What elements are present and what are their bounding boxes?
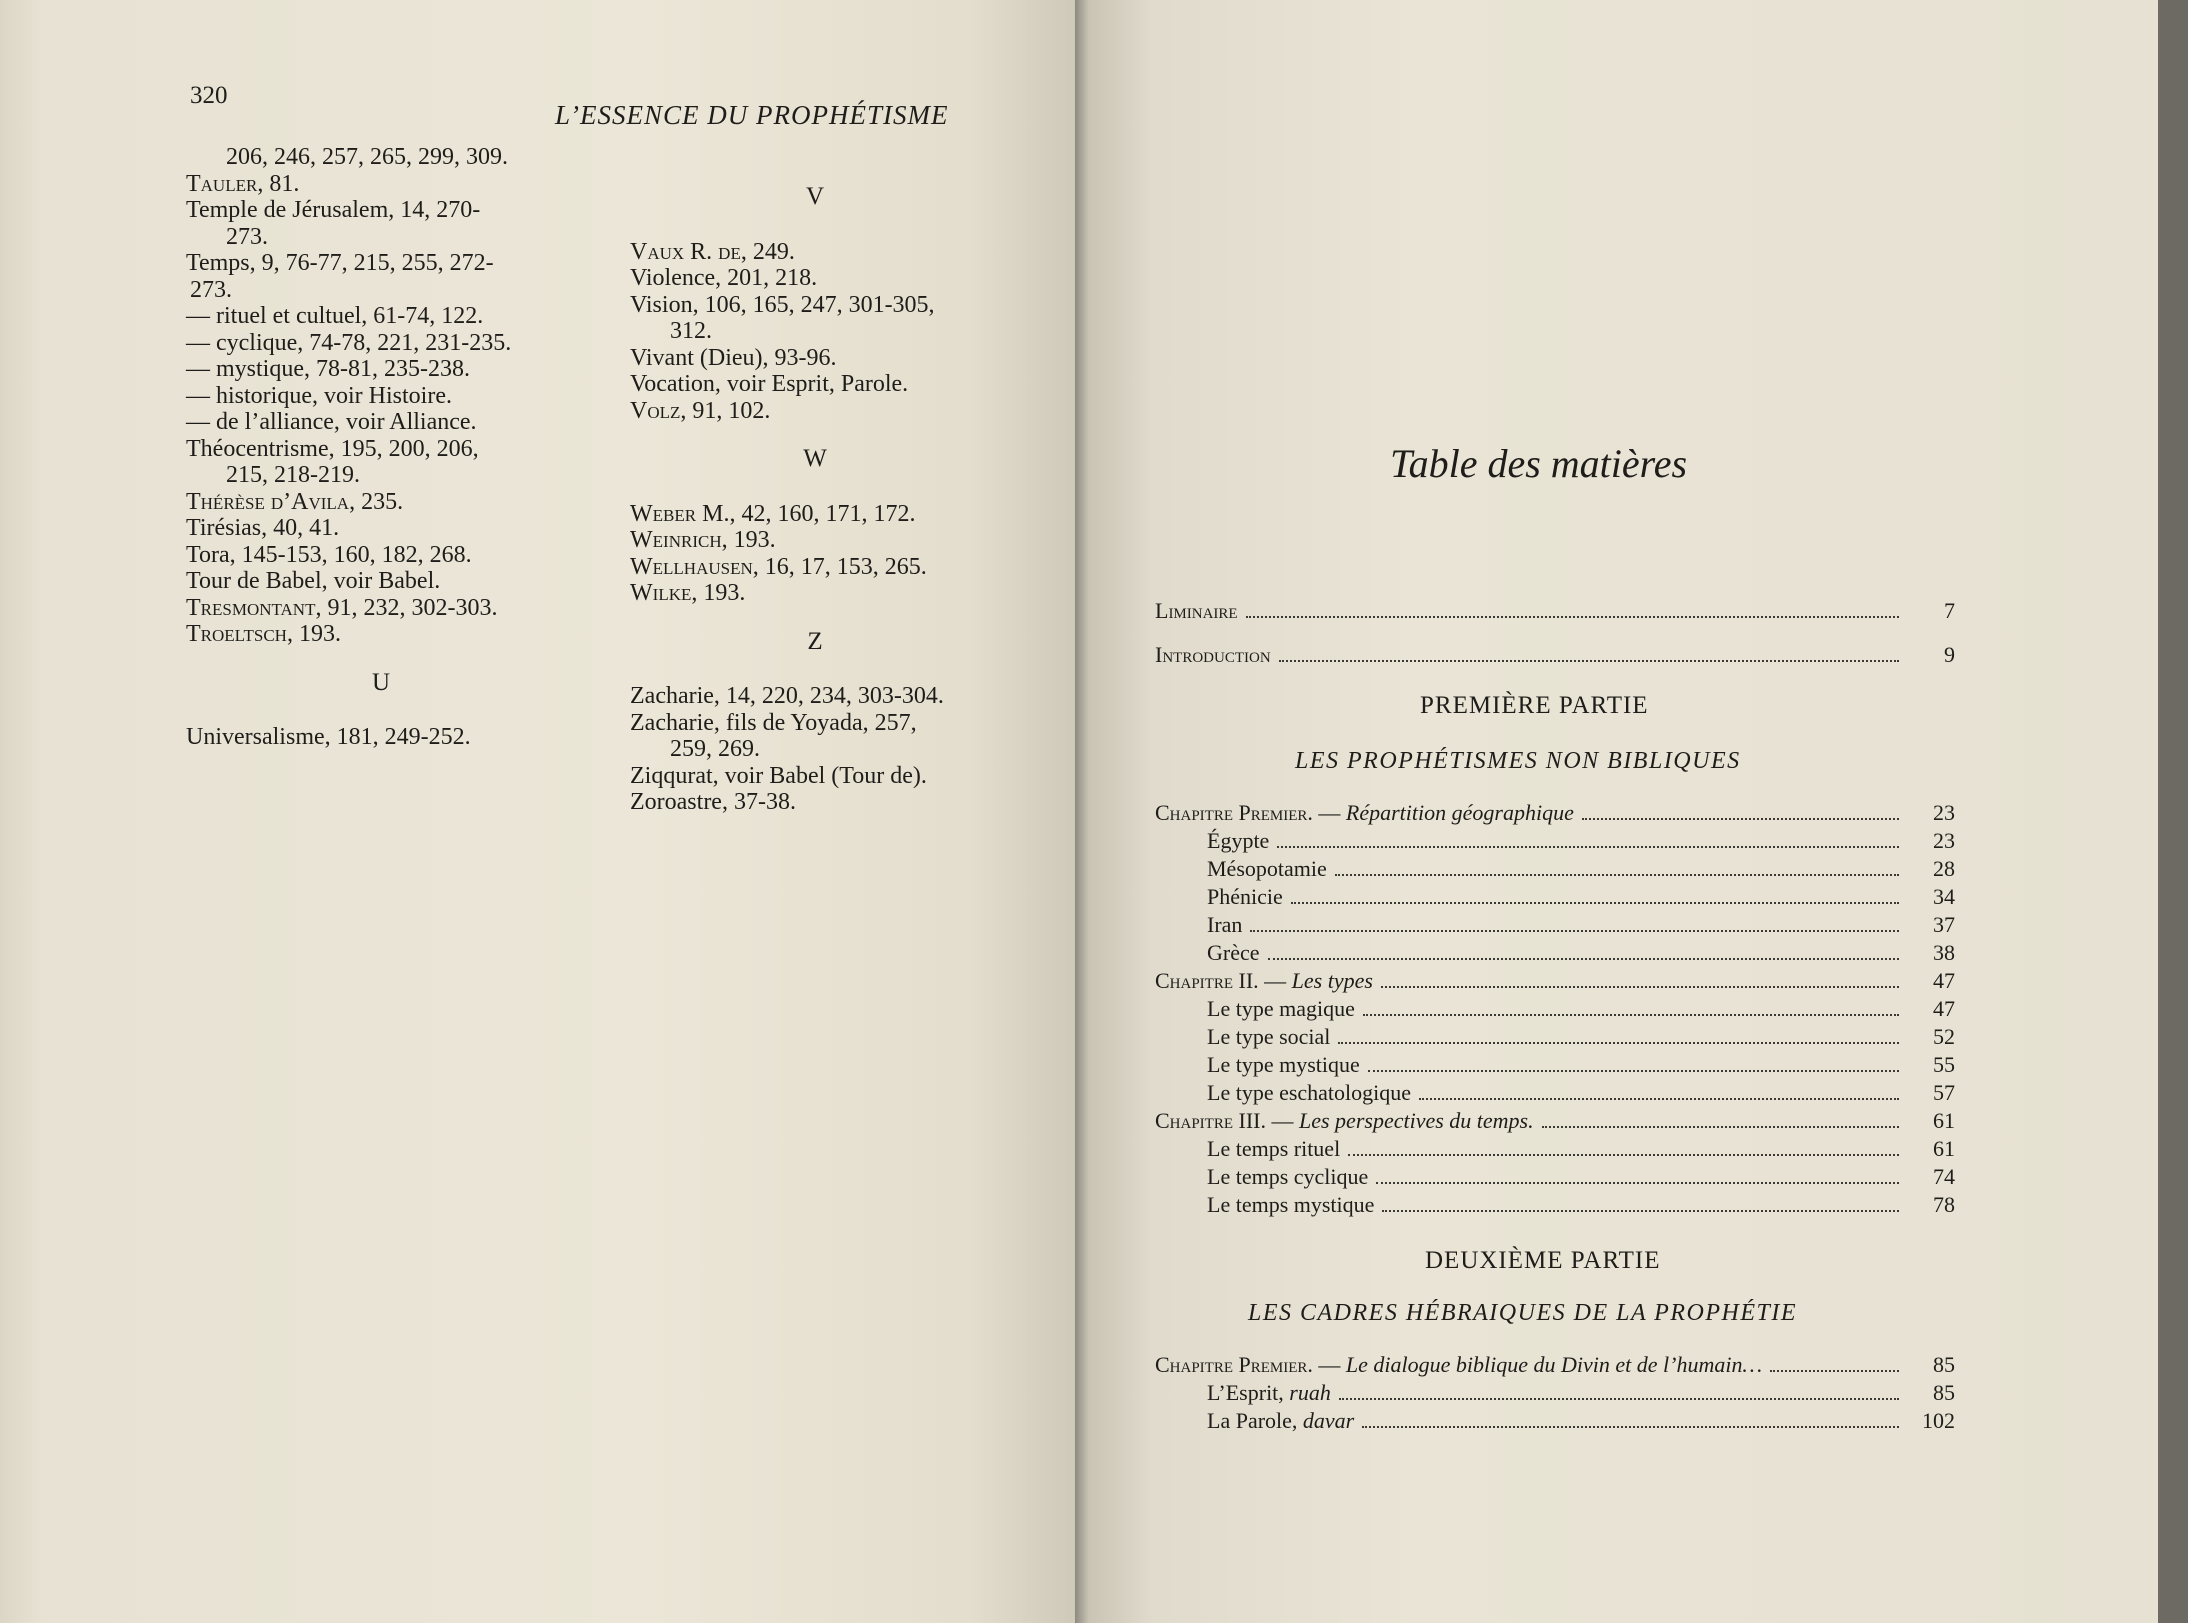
dot-leader xyxy=(1279,660,1899,662)
toc-entry-label xyxy=(1155,940,1260,966)
index-entry: Troeltsch, 193. xyxy=(186,621,341,647)
index-entry: Volz, 91, 102. xyxy=(630,397,771,424)
toc-page-number: 47 xyxy=(1933,968,1955,993)
toc-section-entry xyxy=(1155,828,1955,854)
index-entry: Wilke, 193. xyxy=(630,580,746,606)
toc-entry-label xyxy=(1155,884,1283,910)
toc-section-entry xyxy=(1155,940,1955,966)
index-entry: Temple de Jérusalem, 14, 270- xyxy=(186,197,481,223)
index-entry: Tirésias, 40, 41. xyxy=(186,515,340,541)
dot-leader xyxy=(1348,1154,1899,1156)
page-number: 320 xyxy=(190,82,228,109)
toc-entry-text: Le temps rituel xyxy=(1207,1136,1341,1161)
toc-entry-label xyxy=(1155,1380,1331,1406)
toc-chapter-entry xyxy=(1155,1108,1955,1134)
dot-leader xyxy=(1277,846,1899,848)
toc-entry-label xyxy=(1155,856,1327,882)
index-entry: 312. xyxy=(670,318,712,344)
page-edge xyxy=(2158,0,2188,1623)
toc-page-number: 23 xyxy=(1933,828,1955,853)
toc-section-entry xyxy=(1155,856,1955,882)
index-entry: 273. xyxy=(226,223,268,250)
toc-page-number: 28 xyxy=(1933,856,1955,881)
toc-entry-label xyxy=(1155,1136,1340,1162)
index-entry: 215, 218-219. xyxy=(226,462,360,488)
toc-entry-text: Le temps cyclique xyxy=(1207,1164,1369,1189)
dot-leader xyxy=(1363,1014,1899,1016)
dot-leader xyxy=(1582,818,1899,820)
index-letter-heading: V xyxy=(805,183,825,210)
index-entry: Vision, 106, 165, 247, 301-305, xyxy=(630,291,935,318)
toc-entry-italic-text: Les perspectives du temps. xyxy=(1299,1108,1534,1133)
toc-page-number: 85 xyxy=(1933,1352,1955,1377)
toc-entry xyxy=(1155,642,1955,668)
index-entry: Wellhausen, 16, 17, 153, 265. xyxy=(630,553,927,580)
toc-section-entry xyxy=(1155,1080,1955,1106)
dot-leader xyxy=(1338,1042,1899,1044)
index-entry: Weinrich, 193. xyxy=(630,527,776,553)
toc-entry-label xyxy=(1155,912,1242,938)
toc-entry-text: Chapitre Premier. — xyxy=(1155,800,1346,825)
toc-section-entry xyxy=(1155,1136,1955,1162)
index-letter-heading: U xyxy=(371,668,391,696)
dot-leader xyxy=(1542,1126,1899,1128)
toc-page-number: 37 xyxy=(1933,912,1955,937)
index-column-2 xyxy=(630,162,1000,816)
toc-entry-text: Liminaire xyxy=(1155,598,1238,623)
toc-entry-text: Iran xyxy=(1207,912,1243,937)
index-entry: — cyclique, 74-78, 221, 231-235. xyxy=(186,329,512,356)
left-page xyxy=(0,0,1075,1623)
index-entry: Tora, 145-153, 160, 182, 268. xyxy=(186,541,472,568)
toc-section-entry xyxy=(1155,1192,1955,1218)
index-entry: Zacharie, fils de Yoyada, 257, xyxy=(630,709,917,736)
toc-entry-text: Le type mystique xyxy=(1207,1052,1360,1077)
index-entry: 206, 246, 257, 265, 299, 309. xyxy=(226,144,508,170)
toc-entry-text: Le type magique xyxy=(1207,996,1355,1021)
toc-entry-text: La Parole, xyxy=(1207,1408,1303,1433)
toc-entry-label xyxy=(1155,996,1355,1022)
dot-leader xyxy=(1382,1210,1899,1212)
toc-section-entry xyxy=(1155,912,1955,938)
index-entry: 259, 269. xyxy=(670,736,760,762)
toc-entry-text: Phénicie xyxy=(1207,884,1283,909)
index-entry: — rituel et cultuel, 61-74, 122. xyxy=(186,303,484,329)
dot-leader xyxy=(1339,1398,1899,1400)
toc-page-number: 9 xyxy=(1944,642,1955,667)
toc-entry-label xyxy=(1155,828,1269,854)
index-letter-heading: W xyxy=(803,445,827,472)
toc-entry-text: Le temps mystique xyxy=(1207,1192,1375,1217)
toc-entry-label xyxy=(1155,1024,1330,1050)
toc-page-number: 74 xyxy=(1933,1164,1955,1189)
toc-page-number: 102 xyxy=(1922,1408,1955,1433)
toc-entry-italic-text: Répartition géographique xyxy=(1345,800,1574,825)
part-subheading: LES PROPHÉTISMES NON BIBLIQUES xyxy=(1295,748,1741,774)
dot-leader xyxy=(1291,902,1899,904)
part-heading: PREMIÈRE PARTIE xyxy=(1420,692,1649,719)
part-subheading: LES CADRES HÉBRAIQUES DE LA PROPHÉTIE xyxy=(1248,1300,1797,1326)
toc-entry-label xyxy=(1155,1408,1354,1434)
toc-entry-label xyxy=(1155,800,1574,826)
book-gutter xyxy=(1075,0,1089,1623)
index-entry: — de l’alliance, voir Alliance. xyxy=(186,409,477,435)
toc-page-number: 52 xyxy=(1933,1024,1955,1049)
toc-entry-text: Mésopotamie xyxy=(1207,856,1327,881)
index-entry: Violence, 201, 218. xyxy=(630,265,818,291)
index-entry: Vocation, voir Esprit, Parole. xyxy=(630,371,909,397)
index-entry: Zacharie, 14, 220, 234, 303-304. xyxy=(630,683,944,709)
index-entry: Temps, 9, 76-77, 215, 255, 272- xyxy=(186,250,494,276)
toc-section-entry xyxy=(1155,1380,1955,1406)
toc-entry-label xyxy=(1155,968,1373,994)
dot-leader xyxy=(1250,930,1899,932)
index-entry: — mystique, 78-81, 235-238. xyxy=(186,356,470,382)
toc-page-number: 47 xyxy=(1933,996,1955,1021)
toc-section-entry xyxy=(1155,1408,1955,1434)
index-letter-heading: Z xyxy=(807,627,823,655)
toc-page-number: 7 xyxy=(1944,598,1955,623)
dot-leader xyxy=(1362,1426,1899,1428)
index-entry: Weber M., 42, 160, 171, 172. xyxy=(630,500,916,527)
toc-entry xyxy=(1155,598,1955,624)
toc-entry-text: Chapitre Premier. — xyxy=(1155,1352,1346,1377)
toc-entry-italic-text: ruah xyxy=(1289,1380,1331,1405)
dot-leader xyxy=(1376,1182,1899,1184)
index-entry: Tour de Babel, voir Babel. xyxy=(186,568,441,594)
index-entry: Vaux R. de, 249. xyxy=(630,238,795,265)
index-entry: — historique, voir Histoire. xyxy=(186,382,452,409)
toc-chapter-entry xyxy=(1155,800,1955,826)
dot-leader xyxy=(1419,1098,1899,1100)
dot-leader xyxy=(1246,616,1899,618)
dot-leader xyxy=(1381,986,1899,988)
dot-leader xyxy=(1268,958,1899,960)
toc-page-number: 78 xyxy=(1933,1192,1955,1217)
toc-entry-label xyxy=(1155,1352,1762,1378)
running-head: L’ESSENCE DU PROPHÉTISME xyxy=(555,100,949,130)
toc-page-number: 85 xyxy=(1933,1380,1955,1405)
toc-page-number: 23 xyxy=(1933,800,1955,825)
toc-section-entry xyxy=(1155,884,1955,910)
toc-section-entry xyxy=(1155,1024,1955,1050)
index-entry: Zoroastre, 37-38. xyxy=(630,789,796,815)
index-entry: Thérèse d’Avila, 235. xyxy=(186,488,404,515)
index-entry: Vivant (Dieu), 93-96. xyxy=(630,344,837,371)
index-entry: Ziqqurat, voir Babel (Tour de). xyxy=(630,762,927,789)
index-entry: 273. xyxy=(190,276,232,303)
toc-entry-text: Grèce xyxy=(1207,940,1260,965)
index-entry: Universalisme, 181, 249-252. xyxy=(186,724,471,750)
dot-leader xyxy=(1368,1070,1899,1072)
toc-entry-italic-text: Le dialogue biblique du Divin et de l’humain… xyxy=(1345,1352,1763,1377)
toc-chapter-entry xyxy=(1155,968,1955,994)
toc-page-number: 34 xyxy=(1933,884,1955,909)
toc-section-entry xyxy=(1155,996,1955,1022)
toc-entry-text: Le type eschatologique xyxy=(1207,1080,1412,1105)
toc-page-number: 61 xyxy=(1933,1136,1955,1161)
toc-entry-label xyxy=(1155,642,1271,668)
toc-entry-label xyxy=(1155,1108,1534,1134)
dot-leader xyxy=(1335,874,1899,876)
index-column-1 xyxy=(186,144,576,751)
dot-leader xyxy=(1770,1370,1899,1372)
toc-section-entry xyxy=(1155,1164,1955,1190)
toc-entry-label xyxy=(1155,1080,1411,1106)
toc-page-number: 38 xyxy=(1933,940,1955,965)
toc-entry-text: Chapitre III. — xyxy=(1155,1108,1299,1133)
toc-page-number: 55 xyxy=(1933,1052,1955,1077)
part-heading: DEUXIÈME PARTIE xyxy=(1425,1247,1661,1274)
index-entry: Tauler, 81. xyxy=(186,170,300,197)
toc-entry-label xyxy=(1155,1164,1368,1190)
toc-entry-text: Chapitre II. — xyxy=(1155,968,1292,993)
toc-entry-label xyxy=(1155,598,1238,624)
toc-entry-text: Introduction xyxy=(1155,642,1271,667)
toc-entry-text: Le type social xyxy=(1207,1024,1331,1049)
toc-entry-italic-text: Les types xyxy=(1291,968,1373,993)
toc-page-number: 57 xyxy=(1933,1080,1955,1105)
toc-chapter-entry xyxy=(1155,1352,1955,1378)
toc-entry-label xyxy=(1155,1052,1360,1078)
toc-title: Table des matières xyxy=(1390,441,1688,486)
toc-entry-text: Égypte xyxy=(1207,828,1270,853)
toc-entry-label xyxy=(1155,1192,1374,1218)
index-entry: Théocentrisme, 195, 200, 206, xyxy=(186,435,479,462)
toc-page-number: 61 xyxy=(1933,1108,1955,1133)
index-entry: Tresmontant, 91, 232, 302-303. xyxy=(186,594,498,621)
toc-entry-italic-text: davar xyxy=(1302,1408,1355,1433)
toc-section-entry xyxy=(1155,1052,1955,1078)
toc-entry-text: L’Esprit, xyxy=(1207,1380,1290,1405)
